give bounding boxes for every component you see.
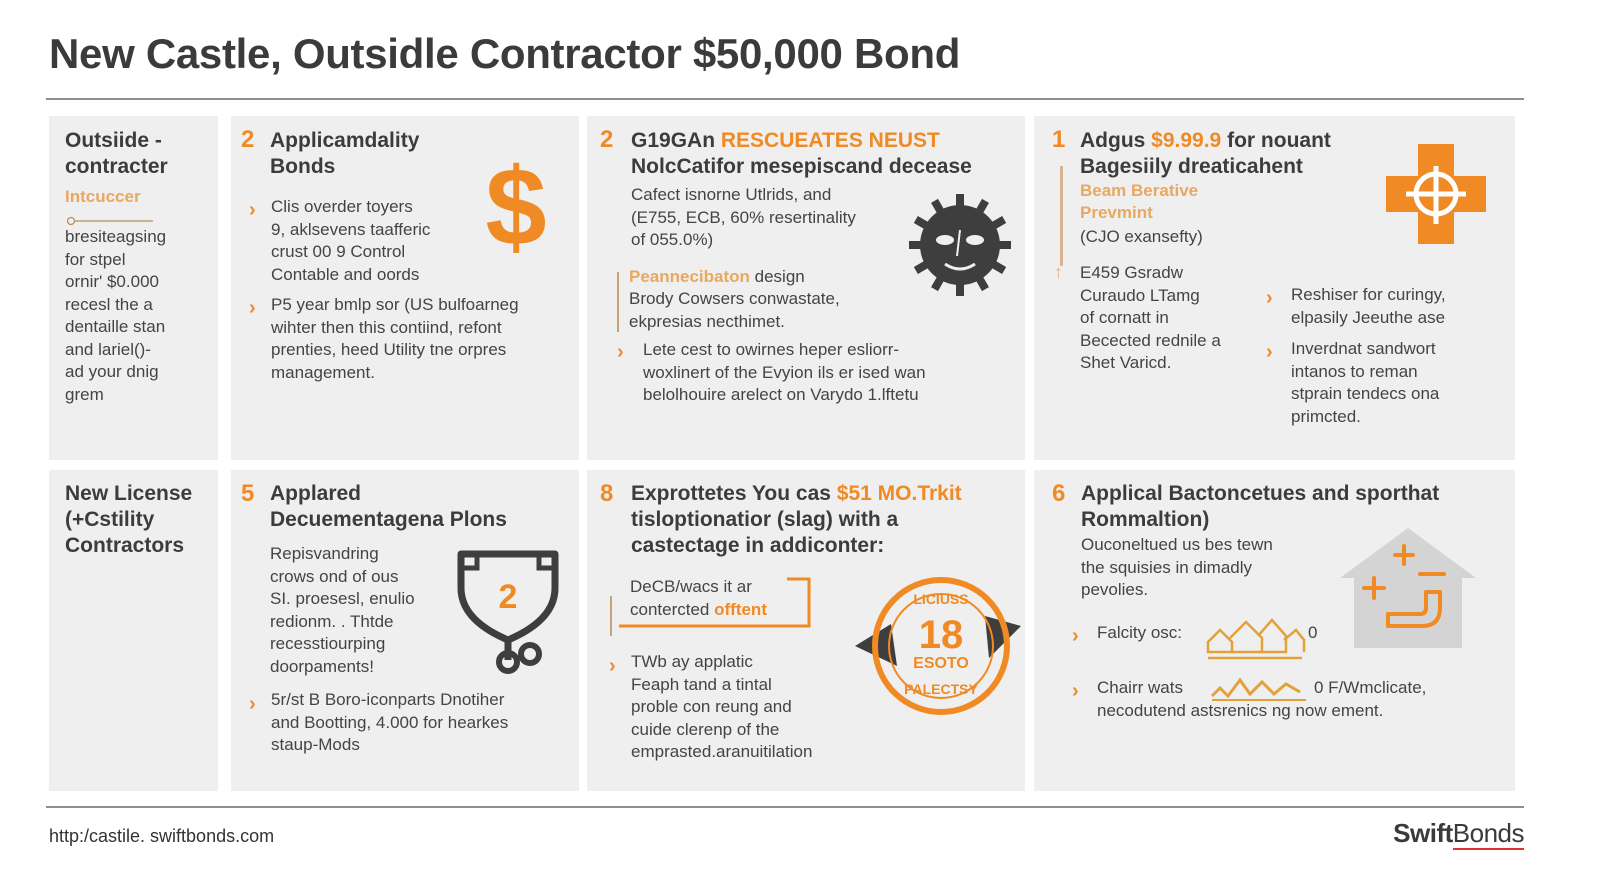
panel-applicable-recommendation (1034, 470, 1515, 791)
panel-subheading: Beam Berative Prevmint (1080, 181, 1199, 222)
panel-body: Ouconeltued us bes tewn the squisies in dimadly pevolies. (1081, 535, 1273, 599)
bottom-divider (46, 806, 1524, 808)
panel-heading: Applicamdality Bonds (270, 129, 420, 178)
swiftbonds-logo: SwiftBonds (1393, 818, 1524, 848)
panel-outside-contractor (49, 116, 218, 460)
panel-rescue-notification (587, 116, 1025, 460)
panel-heading: Applared Decuementagena Plons (270, 482, 507, 531)
panel-subheading: Peannecibaton design (629, 267, 805, 286)
panel-body: Cafect isnorne Utlrids, and (E755, ECB, 60% resertinality of 055.0%) (631, 185, 856, 249)
bullet-item: Falcity osc: (1097, 623, 1183, 642)
panel-body: Brody Cowsers conwastate, ekpresias necthimet. (629, 289, 840, 331)
svg-text:18: 18 (918, 613, 964, 657)
panel-heading: New License (+Cstility Contractors (65, 482, 193, 557)
step-number: 1 (1052, 126, 1066, 153)
houses-sketch-icon (1206, 612, 1306, 660)
panel-heading: G19GAn RESCUEATES NEUST NolcCatifor mesepiscand decease (631, 129, 972, 178)
bullet-item: 5r/st B Boro-iconparts Dnotiher and Bootting, 4.000 for hearkes staup-Mods (271, 690, 509, 754)
svg-text:PALECTSY: PALECTSY (904, 681, 978, 697)
bullet-tail: 0 F/Wmclicate, (1314, 678, 1427, 697)
panel-expectations (587, 470, 1025, 791)
panel-documentation-plans (231, 470, 579, 791)
chevron-right-icon: › (1072, 680, 1079, 702)
step-number: 2 (600, 126, 614, 153)
shield-lock-icon (453, 548, 563, 676)
panel-body: Repisvandring crows ond of ous SI. proesesl, enulio redionm. . Thtde recesstiourping doorpaments! (270, 544, 415, 676)
panel-heading: Outsiide - contracter (65, 129, 168, 178)
chevron-right-icon: › (1266, 341, 1273, 363)
top-divider (46, 98, 1524, 100)
chevron-right-icon: › (617, 341, 624, 363)
bullet-tail: 0 (1308, 623, 1318, 642)
svg-text:$: $ (485, 150, 547, 260)
panel-body: bresiteagsing for stpel ornir' $0.000 recesl the a dentaille stan and lariel()- ad your dnig grem (65, 227, 167, 404)
arrow-up-icon: ↑ (1054, 262, 1063, 282)
step-number: 2 (241, 126, 255, 153)
panel-subheading: Intcuccer (65, 187, 141, 206)
dollar-icon (481, 150, 551, 260)
callout-box (609, 576, 814, 626)
step-number: 6 (1052, 480, 1066, 507)
scribble-icon (1210, 676, 1310, 702)
chevron-right-icon: › (1266, 287, 1273, 309)
panel-heading: Applical Bactoncetues and sporthat Rommaltion) (1081, 482, 1440, 531)
chevron-right-icon: › (249, 297, 256, 319)
bullet-item: TWb ay applatic Feaph tand a tintal proble con reung and cuide clerenp of the emprasted.aranuitilation (631, 652, 813, 761)
chevron-right-icon: › (1072, 625, 1079, 647)
chevron-right-icon: › (609, 655, 616, 677)
house-icon (1338, 526, 1478, 650)
chevron-right-icon: › (249, 693, 256, 715)
bullet-line: necodutend astsrenics ng now ement. (1097, 701, 1384, 720)
panel-new-license (49, 470, 218, 791)
bullet-item: Inverdnat sandwort intanos to reman stprain tendecs ona primcted. (1291, 339, 1440, 426)
svg-text:LICIUSS: LICIUSS (913, 591, 969, 607)
panel-body: E459 Gsradw Curaudo LTamg of cornatt in Becected rednile a Shet Varicd. (1080, 263, 1221, 372)
panel-heading: Adgus $9.99.9 for nouant Bagesiily dreaticahent (1080, 129, 1331, 178)
svg-text:2: 2 (498, 578, 518, 616)
panel-adjust-amount (1034, 116, 1515, 460)
page-title: New Castle, Outsidle Contractor $50,000 Bond (49, 30, 961, 77)
bullet-item: P5 year bmlp sor (US bulfoarneg wihter then this contiind, refont prenties, heed Utility tne orpres management. (271, 295, 519, 382)
cross-target-icon (1386, 144, 1486, 244)
footer-url[interactable]: http:/castile. swiftbonds.com (49, 826, 275, 846)
accent-bar (617, 272, 619, 332)
bullet-item: Clis overder toyers 9, aklsevens taafferic crust 00 9 Control Contable and oords (271, 197, 431, 284)
bullet-item: Chairr wats (1097, 678, 1183, 697)
seal-badge-icon (853, 576, 1023, 716)
callout-text: DeCB/wacs it ar contercted offtent (630, 577, 767, 619)
arrow-line-icon (67, 212, 157, 220)
bullet-item: Lete cest to owirnes heper esliorr- woxlinert of the Evyion ils er ised wan belolhouire arelect on Varydo 1.lftetu (643, 340, 926, 404)
step-number: 5 (241, 480, 255, 507)
panel-heading: Exprottetes You cas $51 MO.Trkit tisloptionatior (slag) with a castectage in addiconter: (631, 482, 962, 557)
chevron-right-icon: › (249, 199, 256, 221)
gear-face-icon (907, 192, 1013, 298)
panel-applicability-bonds (231, 116, 579, 460)
svg-text:ESOTO: ESOTO (913, 655, 969, 672)
panel-note: (CJO exansefty) (1080, 227, 1203, 246)
step-number: 8 (600, 480, 614, 507)
accent-bar (1060, 166, 1063, 266)
bullet-item: Reshiser for curingy, elpasily Jeeuthe ase (1291, 285, 1446, 327)
